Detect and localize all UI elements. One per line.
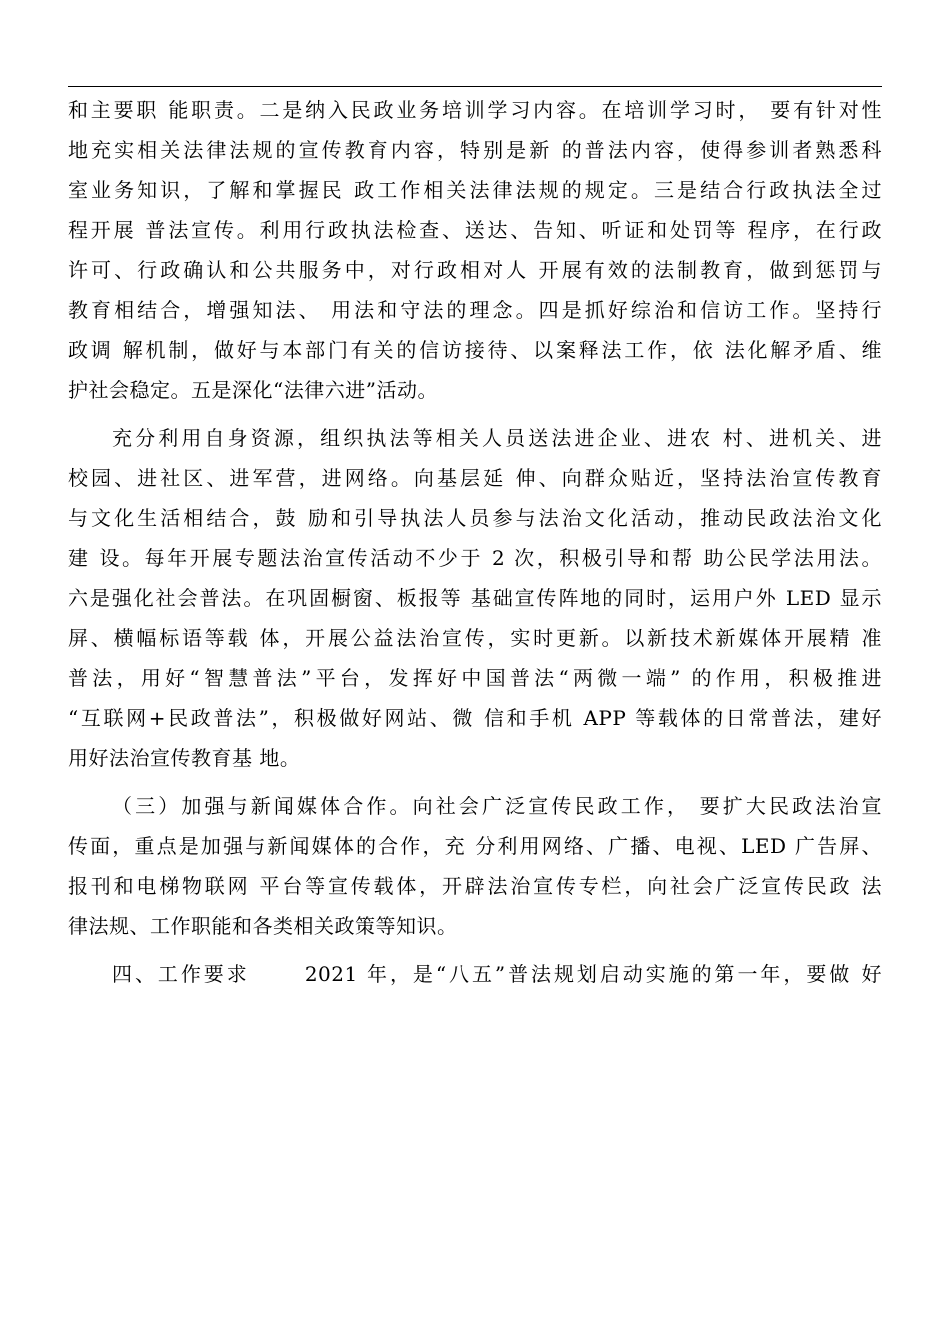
text-line: 教育相结合，增强知法、 用法和守法的理念。四是抓好综治和信访工作。坚持行 xyxy=(68,298,882,322)
text-line: “互联网+民政普法”，积极做好网站、微 信和手机 APP 等载体的日常普法，建好 xyxy=(68,706,882,730)
document-body xyxy=(68,90,882,994)
text-line: 用好法治宣传教育基 地。 xyxy=(68,746,301,770)
paragraph-gap xyxy=(68,410,882,418)
text-line: 六是强化社会普法。在巩固橱窗、板报等 基础宣传阵地的同时，运用户外 LED 显示 xyxy=(68,586,882,610)
paragraph xyxy=(68,90,882,410)
paragraph-gap xyxy=(68,946,882,954)
text-line: 程开展 普法宣传。利用行政执法检查、送达、告知、听证和处罚等 程序，在行政 xyxy=(68,218,882,242)
text-line: 屏、横幅标语等载 体，开展公益法治宣传，实时更新。以新技术新媒体开展精 准 xyxy=(68,626,882,650)
paragraph-gap xyxy=(68,778,882,786)
paragraph xyxy=(68,418,882,778)
text-line: 校园、进社区、进军营，进网络。向基层延 伸、向群众贴近，坚持法治宣传教育 xyxy=(68,466,882,490)
text-line: 政调 解机制，做好与本部门有关的信访接待、以案释法工作，依 法化解矛盾、维 xyxy=(68,338,882,362)
text-line: 护社会稳定。五是深化“法律六进”活动。 xyxy=(68,378,438,402)
text-line: 室业务知识，了解和掌握民 政工作相关法律法规的规定。三是结合行政执法全过 xyxy=(68,178,882,202)
header-rule xyxy=(68,86,882,87)
paragraph xyxy=(68,786,882,946)
text-line: 普法，用好“智慧普法”平台，发挥好中国普法“两微一端” 的作用，积极推进 xyxy=(68,666,882,690)
text-line: 地充实相关法律法规的宣传教育内容，特别是新 的普法内容，使得参训者熟悉科 xyxy=(68,138,882,162)
text-line: 传面，重点是加强与新闻媒体的合作，充 分利用网络、广播、电视、LED 广告屏、 xyxy=(68,834,882,858)
text-line: 建 设。每年开展专题法治宣传活动不少于 2 次，积极引导和帮 助公民学法用法。 xyxy=(68,546,882,570)
text-line: （三）加强与新闻媒体合作。向社会广泛宣传民政工作， 要扩大民政法治宣 xyxy=(112,794,882,818)
text-line: 和主要职 能职责。二是纳入民政业务培训学习内容。在培训学习时， 要有针对性 xyxy=(68,98,882,122)
text-line: 与文化生活相结合，鼓 励和引导执法人员参与法治文化活动，推动民政法治文化 xyxy=(68,506,882,530)
text-line: 四、工作要求 2021 年，是“八五”普法规划启动实施的第一年，要做 好 xyxy=(112,962,882,986)
text-line: 律法规、工作职能和各类相关政策等知识。 xyxy=(68,914,458,938)
text-line: 报刊和电梯物联网 平台等宣传载体，开辟法治宣传专栏，向社会广泛宣传民政 法 xyxy=(68,874,882,898)
paragraph xyxy=(68,954,882,994)
text-line: 充分利用自身资源，组织执法等相关人员送法进企业、进农 村、进机关、进 xyxy=(112,426,882,450)
text-line: 许可、行政确认和公共服务中，对行政相对人 开展有效的法制教育，做到惩罚与 xyxy=(68,258,882,282)
